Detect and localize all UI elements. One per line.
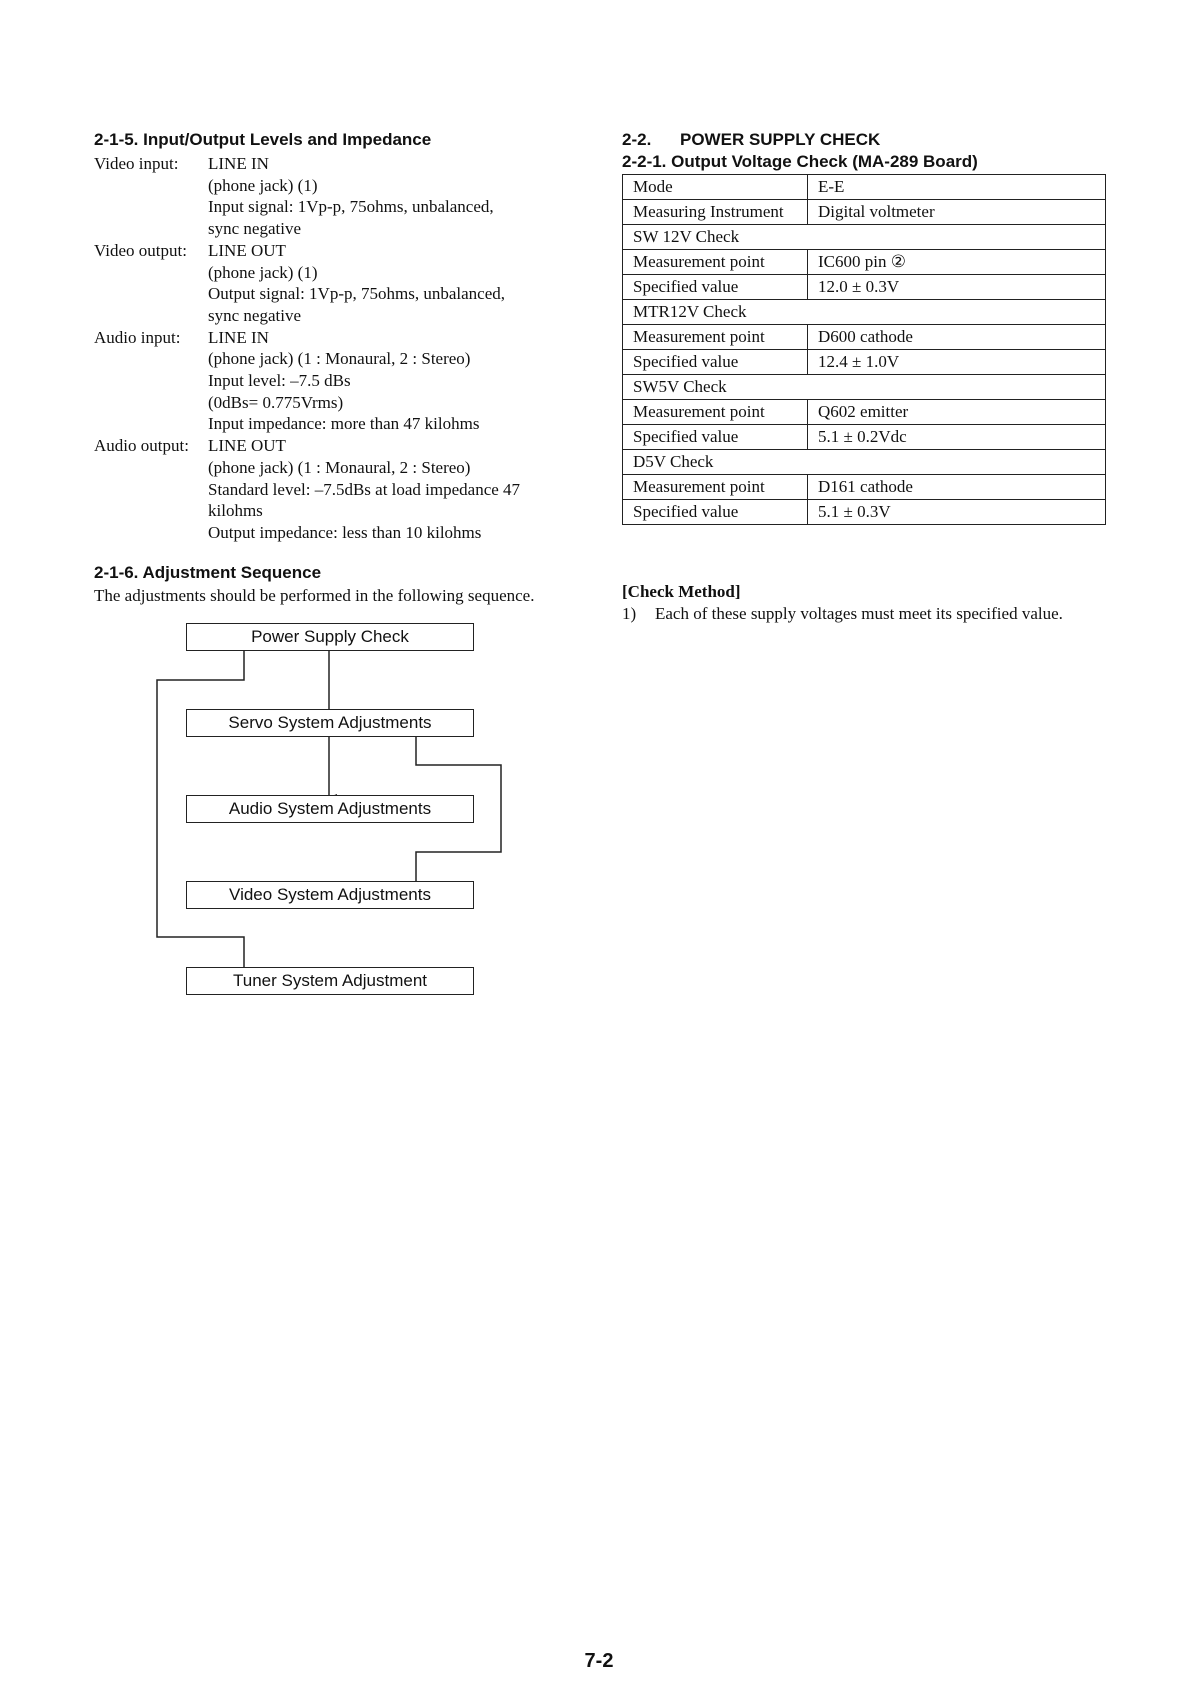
- table-row: Specified value 12.4 ± 1.0V: [623, 350, 1106, 375]
- check-method-text: Each of these supply voltages must meet its specified value.: [655, 604, 1063, 623]
- io-line: Input level: –7.5 dBs: [208, 371, 351, 391]
- table-row: Measurement point IC600 pin ②: [623, 250, 1106, 275]
- io-line: (phone jack) (1 : Monaural, 2 : Stereo): [208, 457, 471, 477]
- section-title: POWER SUPPLY CHECK: [680, 130, 881, 149]
- io-label: Video output:: [94, 240, 187, 260]
- io-line: LINE IN: [208, 327, 269, 347]
- table-row: Specified value 12.0 ± 0.3V: [623, 275, 1106, 300]
- io-line: kilohms: [208, 501, 263, 521]
- table-row: Measurement point Q602 emitter: [623, 400, 1106, 425]
- table-row: Mode E-E: [623, 175, 1106, 200]
- io-line: LINE OUT: [208, 240, 286, 260]
- flow-box-power-supply-check: Power Supply Check: [186, 623, 474, 651]
- table-row: Specified value 5.1 ± 0.2Vdc: [623, 425, 1106, 450]
- flow-box-video-system: Video System Adjustments: [186, 881, 474, 909]
- right-column: [622, 129, 1106, 525]
- check-method-item: [622, 603, 1063, 625]
- io-label: Audio output:: [94, 436, 189, 456]
- io-line: LINE OUT: [208, 436, 286, 456]
- page-number: 7-2: [584, 1650, 614, 1672]
- check-method-number: 1): [622, 604, 637, 623]
- section-number: 2-2.: [622, 130, 652, 149]
- sequence-heading: 2-1-6. Adjustment Sequence: [94, 563, 322, 582]
- table-section-row: MTR12V Check: [623, 300, 1106, 325]
- table-row: Measuring Instrument Digital voltmeter: [623, 200, 1106, 225]
- table-row: Measurement point D161 cathode: [623, 475, 1106, 500]
- io-line: Output impedance: less than 10 kilohms: [208, 522, 482, 542]
- subsection-number: 2-2-1.: [622, 152, 667, 171]
- voltage-check-table: [622, 174, 1106, 525]
- io-heading: 2-1-5. Input/Output Levels and Impedance: [94, 130, 432, 149]
- io-line: (0dBs= 0.775Vrms): [208, 392, 344, 412]
- io-line: Output signal: 1Vp-p, 75ohms, unbalanced,: [208, 284, 505, 304]
- io-line: sync negative: [208, 219, 301, 239]
- table-section-row: SW5V Check: [623, 375, 1106, 400]
- flow-box-tuner-system: Tuner System Adjustment: [186, 967, 474, 995]
- sequence-intro: The adjustments should be performed in the following sequence.: [94, 586, 535, 605]
- section-heading: [622, 129, 1106, 151]
- io-line: (phone jack) (1 : Monaural, 2 : Stereo): [208, 349, 471, 369]
- table-section-row: SW 12V Check: [623, 225, 1106, 250]
- subsection-title: Output Voltage Check (MA-289 Board): [671, 152, 978, 171]
- io-label: Video input:: [94, 154, 179, 173]
- flow-box-audio-system: Audio System Adjustments: [186, 795, 474, 823]
- io-line: Input signal: 1Vp-p, 75ohms, unbalanced,: [208, 197, 494, 217]
- io-label: Audio input:: [94, 327, 181, 347]
- io-line: Input impedance: more than 47 kilohms: [208, 414, 480, 434]
- table-section-row: D5V Check: [623, 450, 1106, 475]
- io-line: sync negative: [208, 305, 301, 325]
- table-row: Measurement point D600 cathode: [623, 325, 1106, 350]
- table-row: Specified value 5.1 ± 0.3V: [623, 500, 1106, 525]
- flow-box-servo-system: Servo System Adjustments: [186, 709, 474, 737]
- check-method: [622, 581, 1063, 625]
- io-line: LINE IN: [208, 154, 269, 173]
- io-line: (phone jack) (1): [208, 175, 318, 195]
- check-method-title: [Check Method]: [622, 582, 741, 601]
- subsection-heading: [622, 151, 1106, 173]
- io-line: (phone jack) (1): [208, 262, 318, 282]
- io-line: Standard level: –7.5dBs at load impedance 47: [208, 479, 521, 499]
